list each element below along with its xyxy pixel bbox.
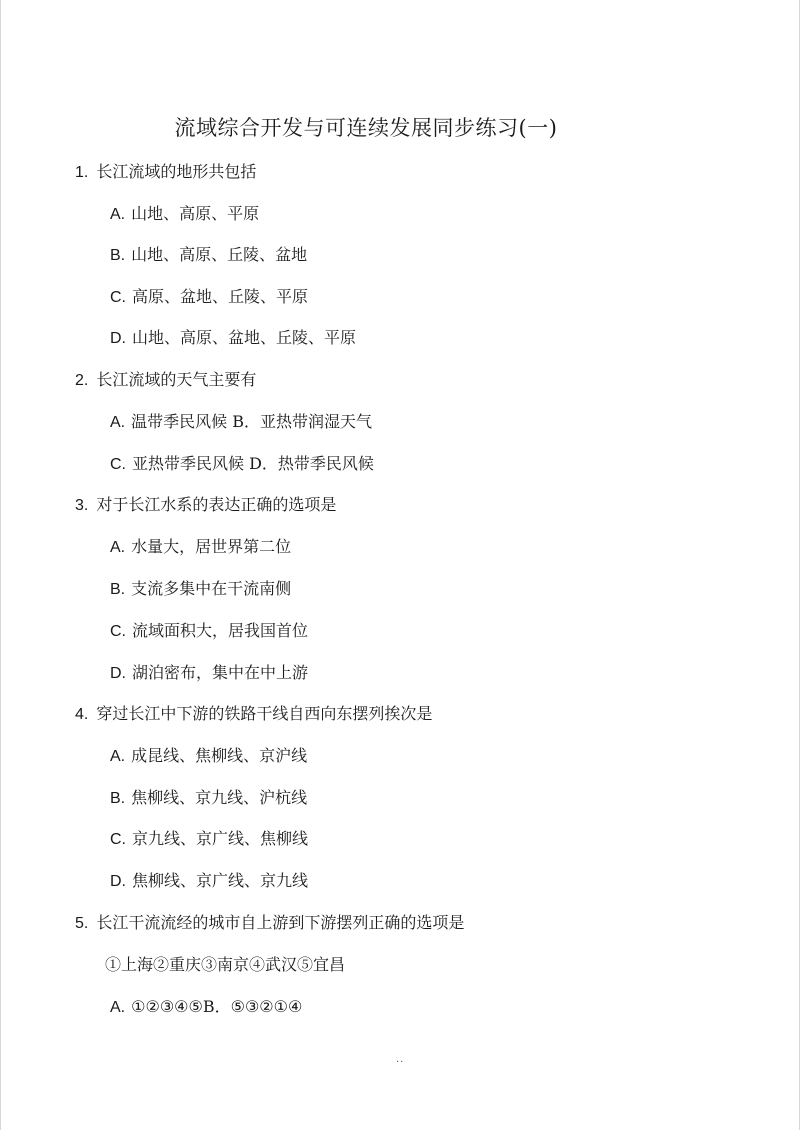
- option-letter: A.: [110, 999, 126, 1016]
- question-number: 1.: [75, 164, 89, 181]
- question-3-option-a: [110, 537, 291, 558]
- option-text: ①②③④⑤B．⑤③②①④: [131, 997, 303, 1016]
- question-number: 3.: [75, 497, 89, 514]
- option-letter: C.: [110, 456, 126, 473]
- question-3-option-d: [110, 663, 308, 684]
- option-text: 水量大，居世界第二位: [131, 537, 292, 556]
- option-text: 京九线、京广线、焦柳线: [132, 829, 309, 848]
- option-letter: B.: [110, 581, 126, 598]
- option-letter: A.: [110, 748, 126, 765]
- question-5-city-list: ①上海②重庆③南京④武汉⑤宜昌: [105, 955, 346, 974]
- page-title: 流域综合开发与可连续发展同步练习(一): [174, 116, 558, 140]
- question-text: 长江流域的地形共包括: [96, 162, 257, 181]
- question-text: 穿过长江中下游的铁路干线自西向东摆列挨次是: [96, 704, 433, 723]
- question-4-option-c: [110, 829, 308, 850]
- option-text: 流域面积大，居我国首位: [132, 621, 309, 640]
- option-letter: D.: [110, 665, 126, 682]
- question-text: 长江流域的天气主要有: [96, 370, 257, 389]
- question-3-option-c: [110, 621, 308, 642]
- option-letter: C.: [110, 623, 126, 640]
- question-1-option-d: [110, 328, 356, 349]
- question-1-option-b: [110, 245, 307, 266]
- question-3-option-b: [110, 579, 291, 600]
- option-letter: B.: [110, 247, 126, 264]
- option-text: 山地、高原、丘陵、盆地: [131, 245, 308, 264]
- option-letter: A.: [110, 414, 126, 431]
- question-1: [75, 162, 256, 183]
- option-text: 焦柳线、京九线、沪杭线: [131, 788, 308, 807]
- option-text: 亚热带季民风候 D．热带季民风候: [132, 454, 374, 473]
- option-letter: D.: [110, 330, 126, 347]
- question-1-option-a: [110, 204, 259, 225]
- question-4-option-a: [110, 746, 307, 767]
- question-number: 4.: [75, 706, 89, 723]
- option-text: 湖泊密布，集中在中上游: [132, 663, 309, 682]
- question-number: 2.: [75, 372, 89, 389]
- question-2-options-ab: [110, 412, 372, 433]
- question-3: [75, 495, 336, 516]
- question-1-option-c: [110, 287, 308, 308]
- question-4: [75, 704, 432, 725]
- question-2: [75, 370, 256, 391]
- question-text: 长江干流流经的城市自上游到下游摆列正确的选项是: [96, 913, 465, 932]
- option-letter: C.: [110, 831, 126, 848]
- option-letter: A.: [110, 539, 126, 556]
- question-4-option-b: [110, 788, 307, 809]
- question-number: 5.: [75, 915, 89, 932]
- option-text: 成昆线、焦柳线、京沪线: [131, 746, 308, 765]
- question-2-options-cd: [110, 454, 374, 475]
- option-text: 焦柳线、京广线、京九线: [132, 871, 309, 890]
- option-text: 高原、盆地、丘陵、平原: [132, 287, 309, 306]
- question-4-option-d: [110, 871, 308, 892]
- page-footer-mark: ..: [396, 1054, 405, 1065]
- option-text: 山地、高原、平原: [131, 204, 260, 223]
- question-5: [75, 913, 464, 934]
- option-letter: B.: [110, 790, 126, 807]
- option-letter: C.: [110, 289, 126, 306]
- option-text: 支流多集中在干流南侧: [131, 579, 292, 598]
- option-text: 山地、高原、盆地、丘陵、平原: [132, 328, 357, 347]
- question-5-options-ab: [110, 997, 302, 1018]
- question-text: 对于长江水系的表达正确的选项是: [96, 495, 337, 514]
- option-letter: D.: [110, 873, 126, 890]
- option-text: 温带季民风候 B．亚热带润湿天气: [131, 412, 372, 431]
- option-letter: A.: [110, 206, 126, 223]
